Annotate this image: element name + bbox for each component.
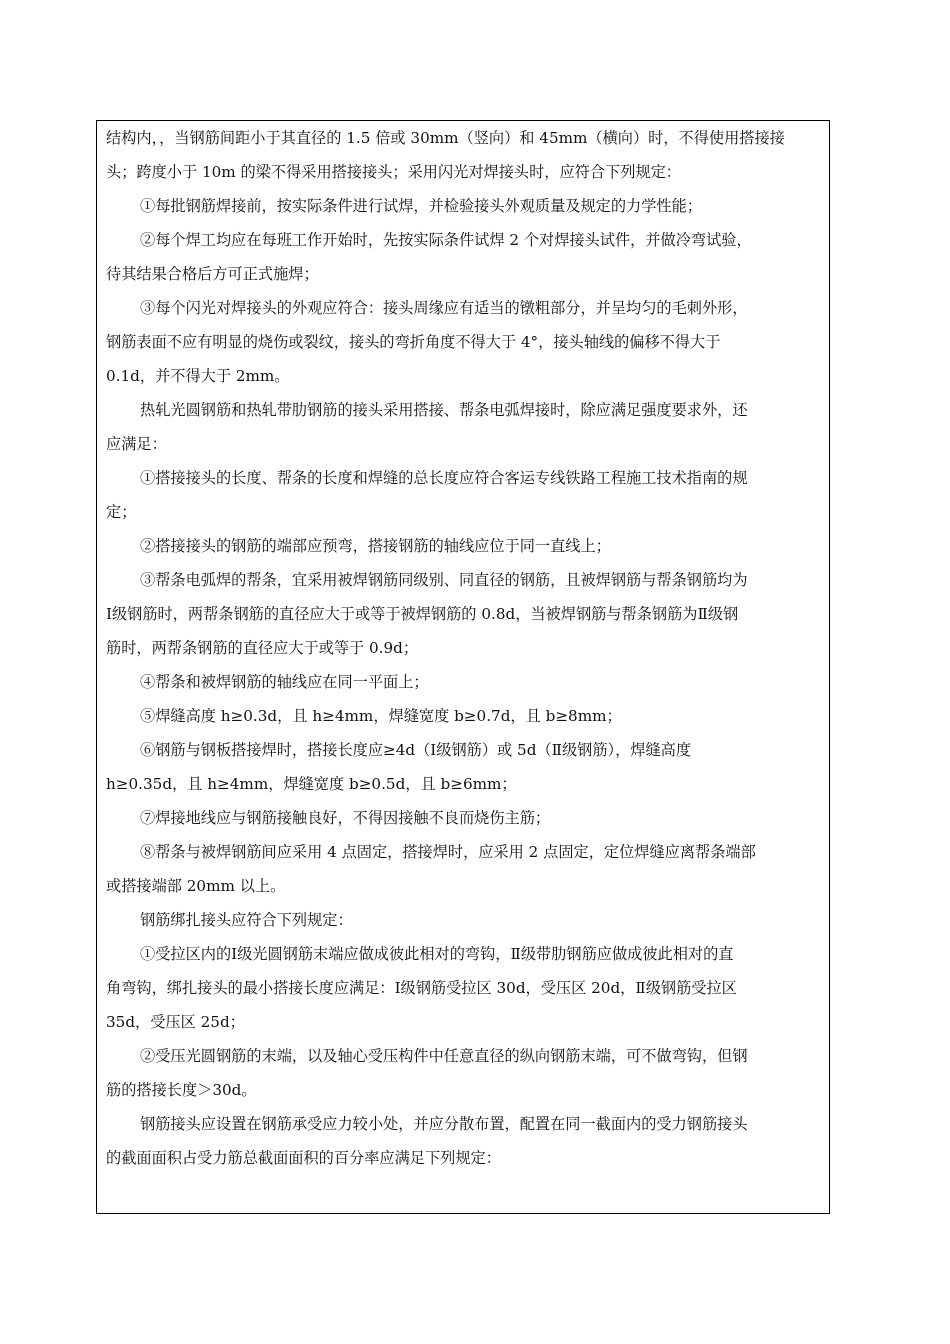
text-line: 35d，受压区 25d；	[106, 1013, 245, 1031]
text-line: ②每个焊工均应在每班工作开始时，先按实际条件试焊 2 个对焊接头试件，并做冷弯试验，	[140, 231, 752, 249]
text-line: ④帮条和被焊钢筋的轴线应在同一平面上；	[140, 673, 429, 691]
text-line: 热轧光圆钢筋和热轧带肋钢筋的接头采用搭接、帮条电弧焊接时，除应满足强度要求外，还	[140, 401, 748, 419]
text-line: h≥0.35d，且 h≥4mm，焊缝宽度 b≥0.5d，且 b≥6mm；	[106, 775, 517, 793]
text-line: 头；跨度小于 10m 的梁不得采用搭接接头；采用闪光对焊接头时，应符合下列规定：	[106, 163, 681, 181]
text-line: 钢筋接头应设置在钢筋承受应力较小处，并应分散布置，配置在同一截面内的受力钢筋接头	[140, 1115, 748, 1133]
text-line: 定；	[106, 503, 137, 521]
text-line: ①每批钢筋焊接前，按实际条件进行试焊，并检验接头外观质量及规定的力学性能；	[140, 197, 702, 215]
text-line: 筋时，两帮条钢筋的直径应大于或等于 0.9d；	[106, 639, 419, 657]
text-line: Ⅰ级钢筋时，两帮条钢筋的直径应大于或等于被焊钢筋的 0.8d，当被焊钢筋与帮条钢筋为Ⅱ级钢	[106, 605, 739, 623]
text-line: 角弯钩，绑扎接头的最小搭接长度应满足：Ⅰ级钢筋受拉区 30d，受压区 20d，Ⅱ级钢筋受拉区	[106, 979, 737, 997]
document-body	[106, 121, 824, 1175]
text-line: ⑤焊缝高度 h≥0.3d，且 h≥4mm，焊缝宽度 b≥0.7d，且 b≥8mm；	[140, 707, 622, 725]
text-line: 或搭接端部 20mm 以上。	[106, 877, 286, 895]
text-line: ①搭接接头的长度、帮条的长度和焊缝的总长度应符合客运专线铁路工程施工技术指南的规	[140, 469, 748, 487]
text-line: ②搭接接头的钢筋的端部应预弯，搭接钢筋的轴线应位于同一直线上；	[140, 537, 611, 555]
text-line: ③每个闪光对焊接头的外观应符合：接头周缘应有适当的镦粗部分，并呈均匀的毛刺外形，	[140, 299, 748, 317]
text-line: 应满足：	[106, 435, 167, 453]
text-line: 钢筋绑扎接头应符合下列规定：	[140, 911, 353, 929]
text-line: ⑥钢筋与钢板搭接焊时，搭接长度应≥4d（Ⅰ级钢筋）或 5d（Ⅱ级钢筋），焊缝高度	[140, 741, 692, 759]
text-line: 的截面面积占受力筋总截面面积的百分率应满足下列规定：	[106, 1149, 501, 1167]
text-line: ⑧帮条与被焊钢筋间应采用 4 点固定，搭接焊时，应采用 2 点固定，定位焊缝应离帮条端部	[140, 843, 756, 861]
text-line: ⑦焊接地线应与钢筋接触良好，不得因接触不良而烧伤主筋；	[140, 809, 551, 827]
text-line: ②受压光圆钢筋的末端，以及轴心受压构件中任意直径的纵向钢筋末端，可不做弯钩，但钢	[140, 1047, 748, 1065]
text-line: ③帮条电弧焊的帮条，宜采用被焊钢筋同级别、同直径的钢筋，且被焊钢筋与帮条钢筋均为	[140, 571, 748, 589]
text-line: 结构内，，当钢筋间距小于其直径的 1.5 倍或 30mm（竖向）和 45mm（横向）时，不得使用搭接接	[106, 129, 785, 147]
text-line: 待其结果合格后方可正式施焊；	[106, 265, 319, 283]
text-line: 筋的搭接长度＞30d。	[106, 1081, 257, 1099]
text-line: 0.1d，并不得大于 2mm。	[106, 367, 290, 385]
text-line: ①受拉区内的Ⅰ级光圆钢筋末端应做成彼此相对的弯钩，Ⅱ级带肋钢筋应做成彼此相对的直	[140, 945, 734, 963]
text-line: 钢筋表面不应有明显的烧伤或裂纹，接头的弯折角度不得大于 4°，接头轴线的偏移不得大于	[106, 333, 721, 351]
